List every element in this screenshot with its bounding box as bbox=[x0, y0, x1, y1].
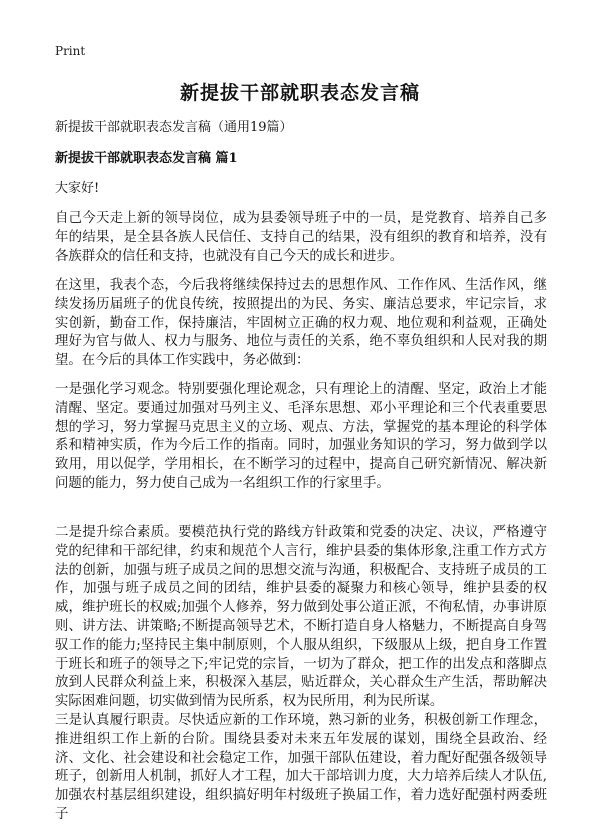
section-heading: 新提拔干部就职表态发言稿 篇1 bbox=[55, 151, 238, 166]
paragraph: 一是强化学习观念。特别要强化理论观念，只有理论上的清醒、坚定，政治上才能清醒、坚定。要通过加强对马列主义、毛泽东思想、邓小平理论和三个代表重要思想的学习，努力掌握马克思主义的立场、观点、方法，掌握党的基本理论的科学体系和精神实质，作为今后工作的指南。同时，加强业务知识的学习，努力做到学以致用，用以促学，学用相长，在不断学习的过程中，提高自己研究新情况、解决新问题的能力，努力使自己成为一名组织工作的行家里手。 bbox=[55, 382, 547, 491]
paragraph: 三是认真履行职责。尽快适应新的工作环境，熟习新的业务，积极创新工作理念，推进组织工作上新的台阶。围绕县委对未来五年发展的谋划，围绕全县政治、经济、文化、社会建设和社会稳定工作，加强干部队伍建设，着力配好配强各级领导班子，创新用人机制，抓好人才工程，加大干部培训力度，大力培养后续人才队伍,加强农村基层组织建设，组织搞好明年村级班子换届工作，着力选好配强村两委班子 bbox=[55, 713, 547, 822]
paragraph: 在这里，我表个态，今后我将继续保持过去的思想作风、工作作风、生活作风，继续发扬历届班子的优良传统，按照提出的为民、务实、廉洁总要求，牢记宗旨，求实创新，勤奋工作，保持廉洁，牢固树立正确的权力观、地位观和利益观，正确处理好为官与做人、权力与服务、地位与责任的关系，绝不辜负组织和人民对我的期望。在今后的具体工作实践中，务必做到： bbox=[55, 278, 547, 369]
document-title: 新提拔干部就职表态发言稿 bbox=[179, 82, 420, 104]
paragraph: 自己今天走上新的领导岗位，成为县委领导班子中的一员，是党教育、培养自己多年的结果，是全县各族人民信任、支持自己的结果，没有组织的教育和培养，没有各族群众的信任和支持，也就没有自己今天的成长和进步。 bbox=[55, 211, 547, 264]
document-subtitle: 新提拔干部就职表态发言稿（通用19篇） bbox=[55, 120, 293, 135]
greeting-text: 大家好! bbox=[55, 181, 100, 196]
paragraph: 二是提升综合素质。要模范执行党的路线方针政策和党委的决定、决议，严格遵守党的纪律和干部纪律，约束和规范个人言行，维护县委的集体形象,注重工作方式方法的创新，加强与班子成员之间的思想交流与沟通，积极配合、支持班子成员的工作，加强与班子成员之间的团结，维护县委的凝聚力和核心领导，维护县委的权威，维护班长的权威;加强个人修养，努力做到处事公道正派，不徇私情，办事讲原则、讲方法、讲策略;不断提高领导艺术，不断打造自身人格魅力，不断提高自身驾驭工作的能力;坚持民主集中制原则，个人服从组织，下级服从上级，把自身工作置于班长和班子的领导之下;牢记党的宗旨，一切为了群众，把工作的出发点和落脚点放到人民群众利益上来，积极深入基层，贴近群众，关心群众生产生活，帮助解决实际困难问题，切实做到情为民所系，权为民所用，利为民所谋。 bbox=[55, 525, 547, 710]
print-link[interactable]: Print bbox=[55, 44, 86, 58]
